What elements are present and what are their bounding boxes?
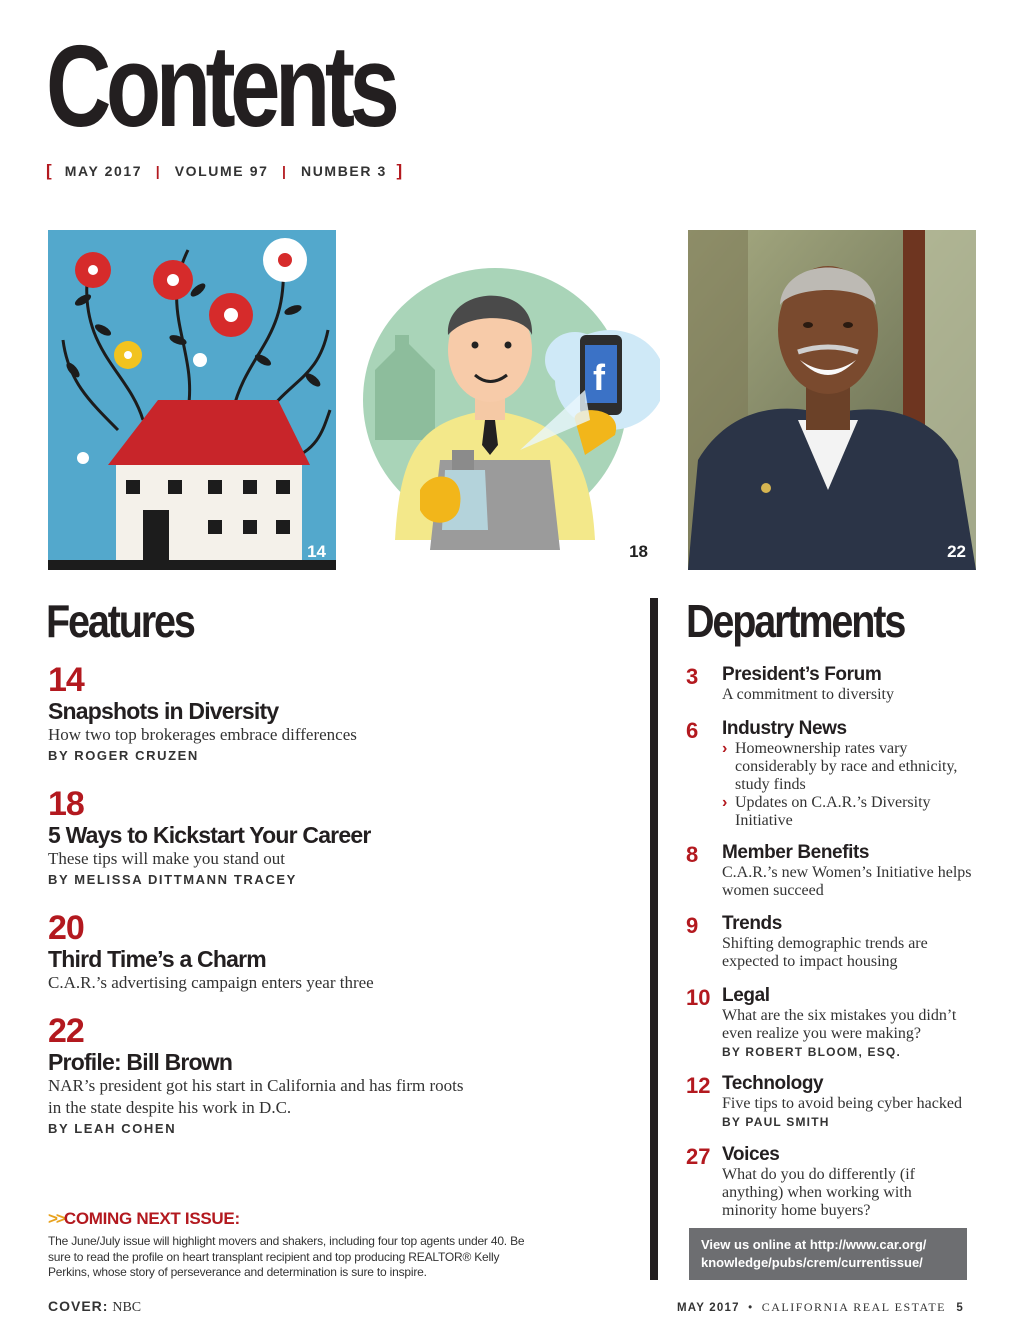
house-flowers-illustration — [48, 230, 336, 570]
feature-description: C.A.R.’s advertising campaign enters year three — [48, 973, 374, 992]
coming-next-issue-heading: >>COMING NEXT ISSUE: — [48, 1209, 240, 1228]
man-cleaning-facebook-phone-illustration — [360, 240, 660, 570]
features-heading: Features — [46, 595, 194, 647]
view-online-link[interactable]: View us online at http://www.car.org/ knowledge/pubs/crem/currentissue/ — [689, 1228, 967, 1280]
feature-byline: BY MELISSA DITTMANN TRACEY — [48, 872, 297, 887]
department-page-number: 3 — [686, 664, 699, 689]
feature-title: 5 Ways to Kickstart Your Career — [48, 822, 371, 848]
department-title: Industry News — [722, 718, 847, 739]
department-page-number: 10 — [686, 985, 711, 1010]
department-title: Legal — [722, 985, 770, 1006]
portrait-photo — [688, 230, 976, 570]
department-description: What do you do differently (if anything) when working with minority home buyers? — [722, 1166, 915, 1219]
department-page-number: 8 — [686, 842, 699, 867]
cover-credit: COVER: NBC — [48, 1298, 142, 1315]
department-title: Trends — [722, 913, 782, 934]
department-bullet: › Updates on C.A.R.’s Diversity Initiative — [722, 794, 931, 829]
department-item[interactable] — [686, 664, 986, 704]
feature-description: NAR’s president got his start in California and has firm roots in the state despite his work in D.C. — [48, 1076, 464, 1117]
feature-item[interactable] — [48, 910, 588, 994]
feature-byline: BY LEAH COHEN — [48, 1121, 177, 1136]
feature-image-portrait[interactable] — [688, 230, 976, 570]
svg-text:f: f — [593, 357, 605, 398]
feature-title: Profile: Bill Brown — [48, 1049, 233, 1075]
department-description: A commitment to diversity — [722, 686, 894, 703]
department-title: Technology — [722, 1073, 824, 1094]
feature-byline: BY ROGER CRUZEN — [48, 748, 199, 763]
department-description: C.A.R.’s new Women’s Initiative helps women succeed — [722, 864, 972, 899]
department-page-number: 9 — [686, 913, 699, 938]
page-title: Contents — [46, 21, 395, 151]
department-description: What are the six mistakes you didn’t even realize you were making? — [722, 1007, 957, 1042]
department-page-number: 12 — [686, 1073, 711, 1098]
feature-page-number: 20 — [48, 909, 84, 947]
department-page-number: 27 — [686, 1144, 711, 1169]
issue-volume: VOLUME 97 — [174, 163, 269, 179]
issue-number: NUMBER 3 — [301, 163, 387, 179]
footer-magazine: CALIFORNIA REAL ESTATE — [761, 1300, 946, 1314]
coming-next-issue-text: The June/July issue will highlight movers and shakers, including four top agents under 40. Be sure to read the profile on heart transplant recipient and top producing REALTOR® Kelly Perkins, whose story of perseverance and determination is sure to inspire. — [48, 1234, 525, 1279]
footer-date: MAY 2017 — [677, 1302, 740, 1314]
feature-title: Third Time’s a Charm — [48, 946, 266, 972]
feature-description: How two top brokerages embrace differences — [48, 725, 357, 744]
department-description: Shifting demographic trends are expected to impact housing — [722, 935, 928, 970]
footer-page-number: 5 — [956, 1302, 964, 1314]
department-item[interactable] — [686, 718, 986, 830]
footer-bullet: • — [748, 1302, 754, 1314]
department-description: Five tips to avoid being cyber hacked — [722, 1095, 962, 1112]
chevron-right-icon: › — [722, 794, 728, 811]
feature-title: Snapshots in Diversity — [48, 698, 279, 724]
department-item[interactable] — [686, 842, 986, 900]
chevron-right-icon: › — [722, 740, 728, 757]
page-number-14: 14 — [307, 542, 326, 561]
feature-item[interactable] — [48, 1013, 478, 1136]
department-page-number: 6 — [686, 718, 699, 743]
page-number-22: 22 — [947, 542, 966, 561]
department-title: Voices — [722, 1144, 780, 1165]
department-byline: BY ROBERT BLOOM, ESQ. — [722, 1045, 901, 1059]
issue-info: [ MAY 2017 | VOLUME 97 | NUMBER 3 ] — [46, 161, 404, 180]
department-byline: BY PAUL SMITH — [722, 1115, 830, 1129]
departments-heading: Departments — [686, 595, 905, 647]
page-number-18: 18 — [629, 542, 648, 561]
department-item[interactable] — [686, 913, 986, 971]
feature-page-number: 22 — [48, 1012, 84, 1050]
feature-description: These tips will make you stand out — [48, 849, 286, 868]
feature-item[interactable] — [48, 786, 588, 887]
feature-page-number: 14 — [48, 661, 84, 699]
feature-image-house[interactable] — [48, 230, 336, 570]
department-item[interactable] — [686, 1144, 986, 1220]
double-arrow-icon: >> — [48, 1209, 64, 1228]
running-footer — [677, 1300, 964, 1315]
department-item[interactable] — [686, 1073, 986, 1129]
issue-date: MAY 2017 — [64, 163, 143, 179]
column-divider — [650, 598, 658, 1280]
department-item[interactable] — [686, 985, 986, 1059]
department-title: Member Benefits — [722, 842, 870, 863]
feature-item[interactable] — [48, 662, 588, 763]
feature-image-cleaning[interactable] — [360, 240, 660, 570]
department-bullet: › Homeownership rates vary considerably by race and ethnicity, study finds — [722, 740, 958, 793]
feature-page-number: 18 — [48, 785, 84, 823]
department-title: President’s Forum — [722, 664, 882, 685]
